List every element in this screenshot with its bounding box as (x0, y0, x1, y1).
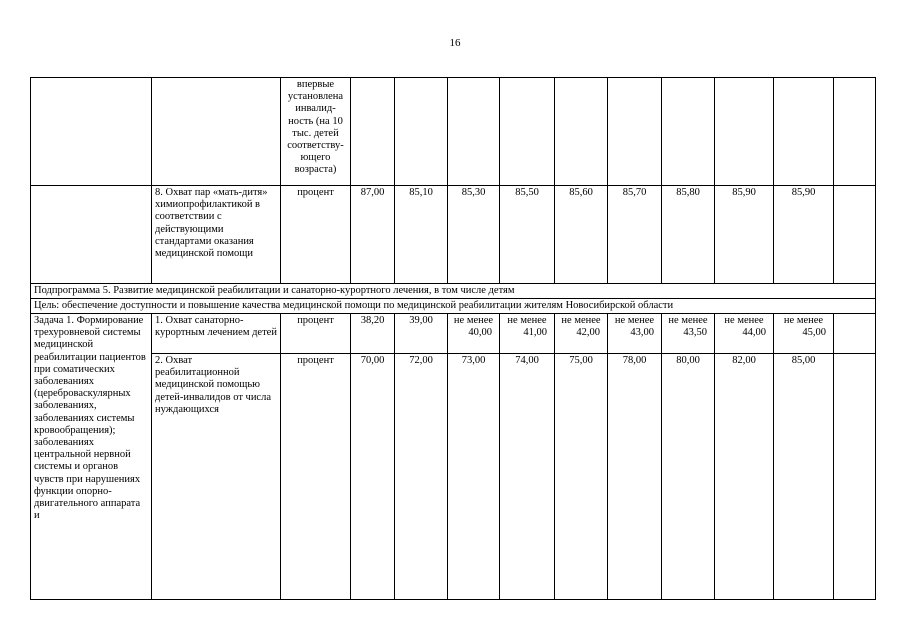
table-row (31, 78, 876, 186)
indicators-table (30, 77, 876, 600)
value-cell: не менее 41,00 (500, 314, 555, 354)
value-cell: 72,00 (395, 354, 448, 600)
value-cell: 74,00 (500, 354, 555, 600)
value-cell: 39,00 (395, 314, 448, 354)
page-number: 16 (449, 37, 461, 49)
value-cell: 85,90 (715, 186, 774, 284)
task-cell: Задача 1. Формирование трехуровневой системы медицинской реабилитации пациентов при соматических заболеваниях (цереброваскулярных заболеваниях, заболеваниях системы кровообращения); заболеваниях центральной нервной системы и органов чувств при нарушениях функции опорно-двигательного аппарата и (31, 314, 152, 600)
value-cell: 85,60 (555, 186, 608, 284)
value-cell: не менее 44,00 (715, 314, 774, 354)
unit-cell: процент (281, 186, 351, 284)
indicator-cell (152, 78, 281, 186)
value-cell: 85,50 (500, 186, 555, 284)
value-cell: 85,00 (774, 354, 834, 600)
unit-cell: процент (281, 314, 351, 354)
value-cell: 73,00 (448, 354, 500, 600)
value-cell: 82,00 (715, 354, 774, 600)
table-row (31, 186, 876, 284)
task-cell (31, 186, 152, 284)
task-cell (31, 78, 152, 186)
unit-cell: впервые установлена инвалид-ность (на 10 тыс. детей соответству-ющего возраста) (281, 78, 351, 186)
value-cell: не менее 42,00 (555, 314, 608, 354)
table-row (31, 314, 876, 354)
table-row (31, 284, 876, 299)
value-cell: 87,00 (351, 186, 395, 284)
value-cell: 70,00 (351, 354, 395, 600)
table-row (31, 354, 876, 600)
value-cell: 85,80 (662, 186, 715, 284)
indicator-cell: 1. Охват санаторно-курортным лечением детей (152, 314, 281, 354)
goal-heading: Цель: обеспечение доступности и повышение качества медицинской помощи по медицинской реабилитации жителям Новосибирской области (31, 299, 876, 314)
indicator-cell: 2. Охват реабилитационной медицинской помощью детей-инвалидов от числа нуждающихся (152, 354, 281, 600)
value-cell: 85,30 (448, 186, 500, 284)
value-cell: не менее 43,50 (662, 314, 715, 354)
value-cell: 85,70 (608, 186, 662, 284)
value-cell: не менее 43,00 (608, 314, 662, 354)
value-cell: 80,00 (662, 354, 715, 600)
value-cell: 38,20 (351, 314, 395, 354)
value-cell: 75,00 (555, 354, 608, 600)
subprogram-heading: Подпрограмма 5. Развитие медицинской реабилитации и санаторно-курортного лечения, в том числе детям (31, 284, 876, 299)
value-cell: 85,10 (395, 186, 448, 284)
value-cell: 78,00 (608, 354, 662, 600)
value-cell: 85,90 (774, 186, 834, 284)
unit-cell: процент (281, 354, 351, 600)
table-row (31, 299, 876, 314)
value-cell: не менее 45,00 (774, 314, 834, 354)
value-cell: не менее 40,00 (448, 314, 500, 354)
indicator-cell: 8. Охват пар «мать-дитя» химиопрофилактикой в соответствии с действующими стандартами оказания медицинской помощи (152, 186, 281, 284)
